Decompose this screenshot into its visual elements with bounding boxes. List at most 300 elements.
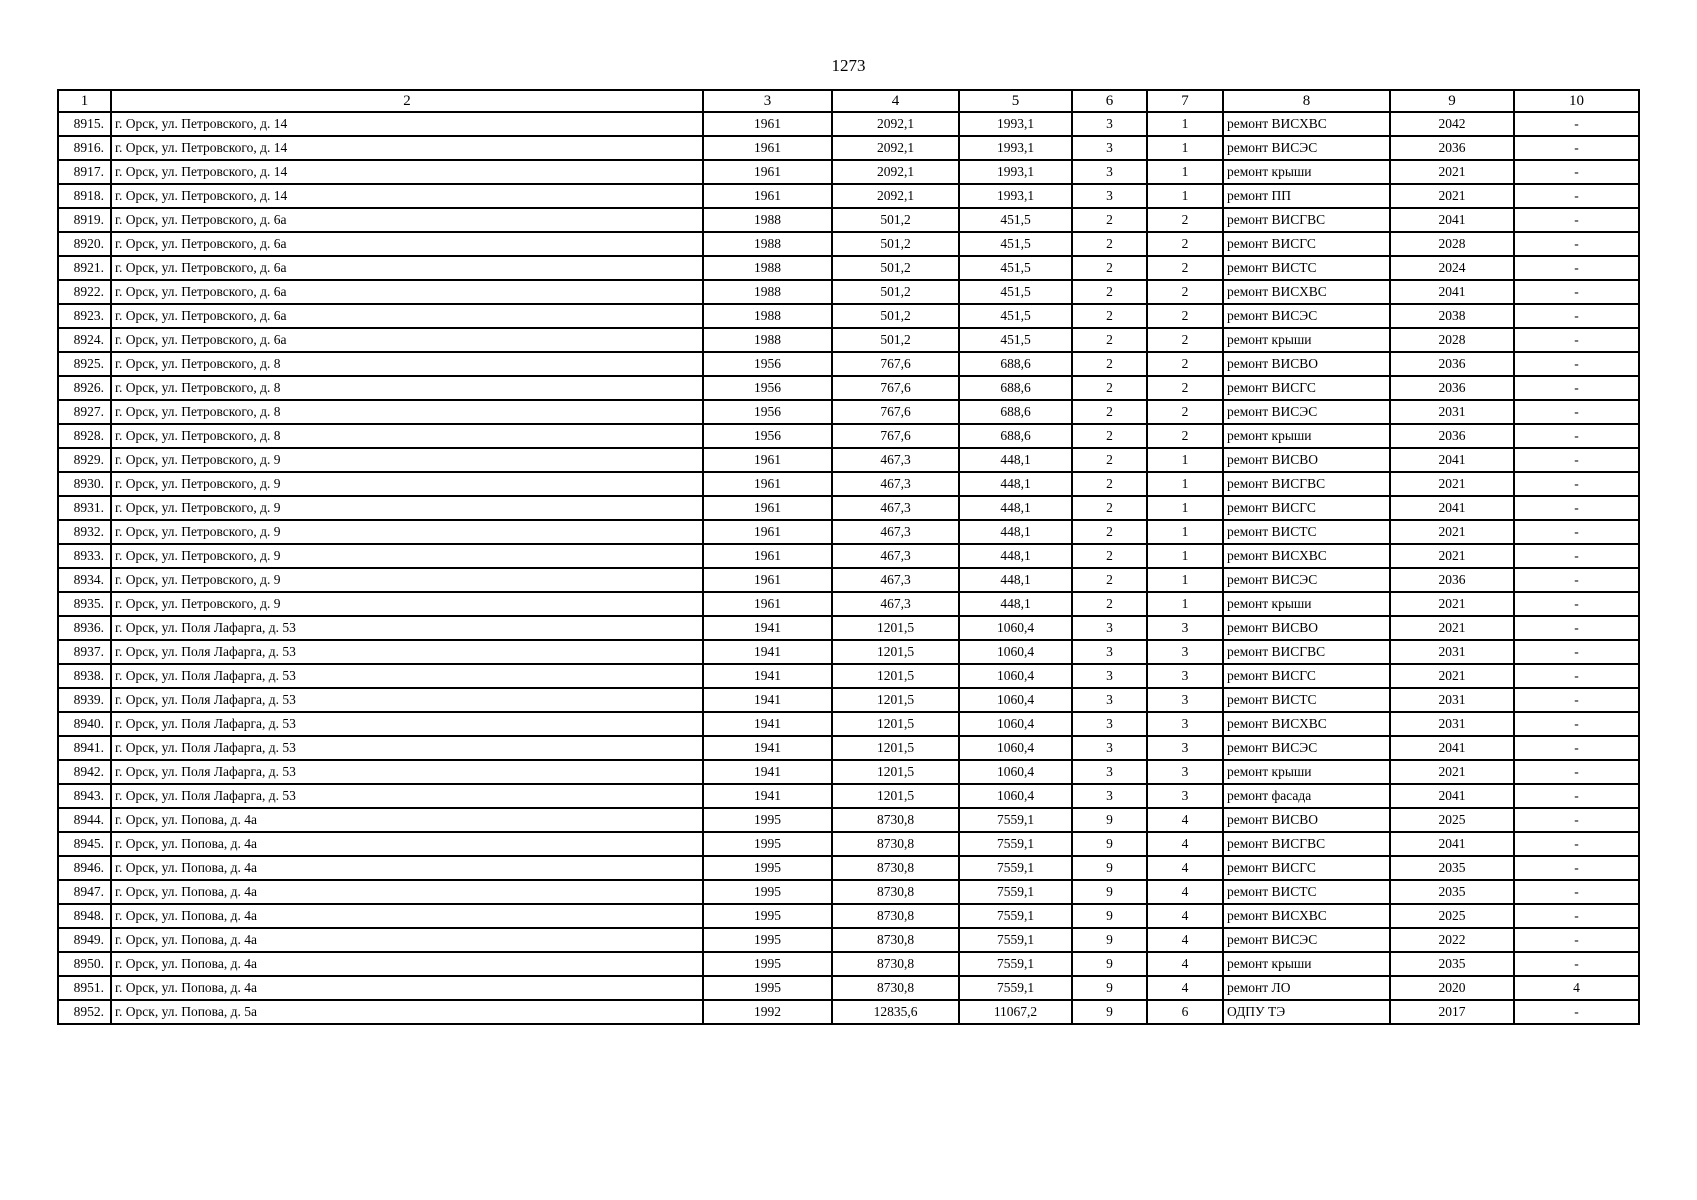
work-type-cell: ремонт ВИСТС [1223, 256, 1390, 280]
floors-cell: 2 [1072, 568, 1147, 592]
year-cell: 1941 [703, 784, 832, 808]
address-cell: г. Орск, ул. Петровского, д. 9 [111, 448, 703, 472]
table-row [58, 640, 1639, 664]
extra-cell: - [1514, 616, 1639, 640]
floors-cell: 3 [1072, 160, 1147, 184]
address-cell: г. Орск, ул. Поля Лафарга, д. 53 [111, 616, 703, 640]
extra-cell: - [1514, 472, 1639, 496]
address-cell: г. Орск, ул. Петровского, д. 9 [111, 568, 703, 592]
work-type-cell: ОДПУ ТЭ [1223, 1000, 1390, 1024]
work-type-cell: ремонт ВИСЭС [1223, 136, 1390, 160]
address-cell: г. Орск, ул. Петровского, д. 6а [111, 256, 703, 280]
living-area-cell: 1060,4 [959, 736, 1072, 760]
year-cell: 1961 [703, 112, 832, 136]
entrances-cell: 1 [1147, 472, 1223, 496]
year-cell: 1961 [703, 568, 832, 592]
row-number-cell: 8949. [58, 928, 111, 952]
planned-year-cell: 2031 [1390, 640, 1514, 664]
entrances-cell: 2 [1147, 352, 1223, 376]
year-cell: 1988 [703, 280, 832, 304]
table-body [58, 112, 1639, 1024]
floors-cell: 2 [1072, 256, 1147, 280]
work-type-cell: ремонт ВИСГС [1223, 664, 1390, 688]
year-cell: 1961 [703, 592, 832, 616]
table-row [58, 856, 1639, 880]
total-area-cell: 1201,5 [832, 736, 959, 760]
total-area-cell: 8730,8 [832, 928, 959, 952]
table-row [58, 760, 1639, 784]
planned-year-cell: 2031 [1390, 688, 1514, 712]
total-area-cell: 467,3 [832, 496, 959, 520]
year-cell: 1961 [703, 160, 832, 184]
extra-cell: - [1514, 496, 1639, 520]
work-type-cell: ремонт ПП [1223, 184, 1390, 208]
table-row [58, 808, 1639, 832]
address-cell: г. Орск, ул. Поля Лафарга, д. 53 [111, 688, 703, 712]
work-type-cell: ремонт крыши [1223, 592, 1390, 616]
planned-year-cell: 2021 [1390, 616, 1514, 640]
table-row [58, 424, 1639, 448]
entrances-cell: 4 [1147, 880, 1223, 904]
work-type-cell: ремонт ВИСЭС [1223, 736, 1390, 760]
table-row [58, 232, 1639, 256]
planned-year-cell: 2036 [1390, 352, 1514, 376]
work-type-cell: ремонт крыши [1223, 424, 1390, 448]
work-type-cell: ремонт ВИСТС [1223, 520, 1390, 544]
planned-year-cell: 2036 [1390, 568, 1514, 592]
living-area-cell: 1060,4 [959, 712, 1072, 736]
address-cell: г. Орск, ул. Петровского, д. 6а [111, 232, 703, 256]
floors-cell: 3 [1072, 784, 1147, 808]
work-type-cell: ремонт ВИСТС [1223, 688, 1390, 712]
living-area-cell: 451,5 [959, 304, 1072, 328]
row-number-cell: 8920. [58, 232, 111, 256]
work-type-cell: ремонт ВИСГС [1223, 232, 1390, 256]
total-area-cell: 1201,5 [832, 712, 959, 736]
row-number-cell: 8927. [58, 400, 111, 424]
living-area-cell: 1060,4 [959, 616, 1072, 640]
entrances-cell: 2 [1147, 208, 1223, 232]
living-area-cell: 7559,1 [959, 976, 1072, 1000]
address-cell: г. Орск, ул. Поля Лафарга, д. 53 [111, 664, 703, 688]
row-number-cell: 8943. [58, 784, 111, 808]
total-area-cell: 467,3 [832, 520, 959, 544]
address-cell: г. Орск, ул. Попова, д. 5а [111, 1000, 703, 1024]
planned-year-cell: 2041 [1390, 208, 1514, 232]
floors-cell: 3 [1072, 712, 1147, 736]
year-cell: 1956 [703, 400, 832, 424]
extra-cell: - [1514, 736, 1639, 760]
planned-year-cell: 2038 [1390, 304, 1514, 328]
floors-cell: 9 [1072, 832, 1147, 856]
year-cell: 1956 [703, 376, 832, 400]
header-row [58, 90, 1639, 112]
address-cell: г. Орск, ул. Петровского, д. 8 [111, 424, 703, 448]
entrances-cell: 4 [1147, 928, 1223, 952]
extra-cell: - [1514, 880, 1639, 904]
living-area-cell: 1060,4 [959, 784, 1072, 808]
row-number-cell: 8916. [58, 136, 111, 160]
entrances-cell: 4 [1147, 976, 1223, 1000]
column-header: 1 [58, 90, 111, 112]
living-area-cell: 451,5 [959, 232, 1072, 256]
floors-cell: 3 [1072, 664, 1147, 688]
entrances-cell: 3 [1147, 688, 1223, 712]
address-cell: г. Орск, ул. Петровского, д. 14 [111, 136, 703, 160]
work-type-cell: ремонт ВИСЭС [1223, 928, 1390, 952]
entrances-cell: 1 [1147, 568, 1223, 592]
row-number-cell: 8934. [58, 568, 111, 592]
total-area-cell: 467,3 [832, 592, 959, 616]
living-area-cell: 451,5 [959, 280, 1072, 304]
year-cell: 1961 [703, 544, 832, 568]
work-type-cell: ремонт ВИСВО [1223, 808, 1390, 832]
address-cell: г. Орск, ул. Петровского, д. 9 [111, 544, 703, 568]
total-area-cell: 2092,1 [832, 184, 959, 208]
row-number-cell: 8952. [58, 1000, 111, 1024]
total-area-cell: 1201,5 [832, 784, 959, 808]
row-number-cell: 8929. [58, 448, 111, 472]
living-area-cell: 1060,4 [959, 664, 1072, 688]
work-type-cell: ремонт ВИСВО [1223, 616, 1390, 640]
work-type-cell: ремонт крыши [1223, 952, 1390, 976]
entrances-cell: 1 [1147, 592, 1223, 616]
extra-cell: - [1514, 832, 1639, 856]
total-area-cell: 8730,8 [832, 856, 959, 880]
year-cell: 1941 [703, 712, 832, 736]
entrances-cell: 2 [1147, 424, 1223, 448]
extra-cell: - [1514, 424, 1639, 448]
total-area-cell: 767,6 [832, 424, 959, 448]
total-area-cell: 501,2 [832, 280, 959, 304]
table-row [58, 256, 1639, 280]
year-cell: 1995 [703, 976, 832, 1000]
entrances-cell: 6 [1147, 1000, 1223, 1024]
living-area-cell: 1993,1 [959, 112, 1072, 136]
table-row [58, 952, 1639, 976]
entrances-cell: 1 [1147, 496, 1223, 520]
table-row [58, 400, 1639, 424]
work-type-cell: ремонт ВИСЭС [1223, 400, 1390, 424]
table-row [58, 448, 1639, 472]
planned-year-cell: 2021 [1390, 520, 1514, 544]
row-number-cell: 8936. [58, 616, 111, 640]
floors-cell: 9 [1072, 1000, 1147, 1024]
living-area-cell: 1993,1 [959, 184, 1072, 208]
work-type-cell: ремонт ВИСГВС [1223, 472, 1390, 496]
total-area-cell: 8730,8 [832, 808, 959, 832]
living-area-cell: 448,1 [959, 520, 1072, 544]
table-row [58, 376, 1639, 400]
page-number: 1273 [831, 56, 866, 75]
planned-year-cell: 2028 [1390, 232, 1514, 256]
table-row [58, 208, 1639, 232]
floors-cell: 2 [1072, 304, 1147, 328]
address-cell: г. Орск, ул. Попова, д. 4а [111, 976, 703, 1000]
year-cell: 1988 [703, 208, 832, 232]
floors-cell: 2 [1072, 328, 1147, 352]
column-header: 2 [111, 90, 703, 112]
floors-cell: 3 [1072, 688, 1147, 712]
row-number-cell: 8931. [58, 496, 111, 520]
planned-year-cell: 2035 [1390, 880, 1514, 904]
row-number-cell: 8917. [58, 160, 111, 184]
work-type-cell: ремонт крыши [1223, 760, 1390, 784]
extra-cell: - [1514, 136, 1639, 160]
floors-cell: 2 [1072, 472, 1147, 496]
extra-cell: - [1514, 808, 1639, 832]
table-row [58, 592, 1639, 616]
total-area-cell: 467,3 [832, 472, 959, 496]
planned-year-cell: 2021 [1390, 544, 1514, 568]
year-cell: 1995 [703, 904, 832, 928]
floors-cell: 3 [1072, 616, 1147, 640]
table-row [58, 664, 1639, 688]
year-cell: 1956 [703, 424, 832, 448]
extra-cell: 4 [1514, 976, 1639, 1000]
living-area-cell: 1993,1 [959, 160, 1072, 184]
extra-cell: - [1514, 184, 1639, 208]
extra-cell: - [1514, 304, 1639, 328]
row-number-cell: 8945. [58, 832, 111, 856]
year-cell: 1941 [703, 760, 832, 784]
work-type-cell: ремонт ВИСГС [1223, 856, 1390, 880]
total-area-cell: 1201,5 [832, 664, 959, 688]
table-row [58, 904, 1639, 928]
row-number-cell: 8923. [58, 304, 111, 328]
address-cell: г. Орск, ул. Петровского, д. 6а [111, 328, 703, 352]
table-row [58, 136, 1639, 160]
floors-cell: 2 [1072, 592, 1147, 616]
row-number-cell: 8937. [58, 640, 111, 664]
row-number-cell: 8948. [58, 904, 111, 928]
extra-cell: - [1514, 928, 1639, 952]
address-cell: г. Орск, ул. Поля Лафарга, д. 53 [111, 736, 703, 760]
total-area-cell: 8730,8 [832, 904, 959, 928]
column-header: 7 [1147, 90, 1223, 112]
entrances-cell: 2 [1147, 232, 1223, 256]
year-cell: 1956 [703, 352, 832, 376]
table-row [58, 784, 1639, 808]
floors-cell: 2 [1072, 376, 1147, 400]
floors-cell: 2 [1072, 424, 1147, 448]
work-type-cell: ремонт ВИСХВС [1223, 904, 1390, 928]
row-number-cell: 8933. [58, 544, 111, 568]
year-cell: 1988 [703, 232, 832, 256]
planned-year-cell: 2041 [1390, 736, 1514, 760]
total-area-cell: 8730,8 [832, 880, 959, 904]
work-type-cell: ремонт ВИСВО [1223, 448, 1390, 472]
row-number-cell: 8950. [58, 952, 111, 976]
living-area-cell: 7559,1 [959, 880, 1072, 904]
planned-year-cell: 2041 [1390, 496, 1514, 520]
total-area-cell: 467,3 [832, 544, 959, 568]
entrances-cell: 4 [1147, 904, 1223, 928]
year-cell: 1961 [703, 472, 832, 496]
entrances-cell: 3 [1147, 640, 1223, 664]
living-area-cell: 451,5 [959, 328, 1072, 352]
year-cell: 1992 [703, 1000, 832, 1024]
address-cell: г. Орск, ул. Петровского, д. 6а [111, 208, 703, 232]
address-cell: г. Орск, ул. Петровского, д. 14 [111, 112, 703, 136]
living-area-cell: 1060,4 [959, 640, 1072, 664]
planned-year-cell: 2020 [1390, 976, 1514, 1000]
extra-cell: - [1514, 664, 1639, 688]
table-row [58, 928, 1639, 952]
living-area-cell: 688,6 [959, 424, 1072, 448]
year-cell: 1941 [703, 640, 832, 664]
work-type-cell: ремонт ВИСТС [1223, 880, 1390, 904]
extra-cell: - [1514, 784, 1639, 808]
address-cell: г. Орск, ул. Петровского, д. 14 [111, 160, 703, 184]
total-area-cell: 501,2 [832, 232, 959, 256]
year-cell: 1941 [703, 736, 832, 760]
total-area-cell: 767,6 [832, 376, 959, 400]
extra-cell: - [1514, 520, 1639, 544]
planned-year-cell: 2022 [1390, 928, 1514, 952]
floors-cell: 9 [1072, 952, 1147, 976]
work-type-cell: ремонт ВИСГВС [1223, 640, 1390, 664]
extra-cell: - [1514, 400, 1639, 424]
living-area-cell: 448,1 [959, 568, 1072, 592]
planned-year-cell: 2031 [1390, 400, 1514, 424]
extra-cell: - [1514, 1000, 1639, 1024]
work-type-cell: ремонт ВИСХВС [1223, 112, 1390, 136]
address-cell: г. Орск, ул. Попова, д. 4а [111, 952, 703, 976]
total-area-cell: 12835,6 [832, 1000, 959, 1024]
row-number-cell: 8942. [58, 760, 111, 784]
floors-cell: 2 [1072, 544, 1147, 568]
floors-cell: 9 [1072, 928, 1147, 952]
entrances-cell: 4 [1147, 832, 1223, 856]
living-area-cell: 7559,1 [959, 832, 1072, 856]
entrances-cell: 2 [1147, 328, 1223, 352]
planned-year-cell: 2031 [1390, 712, 1514, 736]
row-number-cell: 8915. [58, 112, 111, 136]
year-cell: 1961 [703, 184, 832, 208]
row-number-cell: 8922. [58, 280, 111, 304]
planned-year-cell: 2025 [1390, 808, 1514, 832]
living-area-cell: 7559,1 [959, 808, 1072, 832]
floors-cell: 9 [1072, 904, 1147, 928]
extra-cell: - [1514, 232, 1639, 256]
address-cell: г. Орск, ул. Петровского, д. 8 [111, 400, 703, 424]
table-row [58, 304, 1639, 328]
year-cell: 1961 [703, 496, 832, 520]
living-area-cell: 451,5 [959, 208, 1072, 232]
floors-cell: 2 [1072, 208, 1147, 232]
work-type-cell: ремонт крыши [1223, 328, 1390, 352]
column-header: 6 [1072, 90, 1147, 112]
year-cell: 1961 [703, 520, 832, 544]
table-row [58, 880, 1639, 904]
year-cell: 1988 [703, 256, 832, 280]
address-cell: г. Орск, ул. Попова, д. 4а [111, 856, 703, 880]
extra-cell: - [1514, 544, 1639, 568]
entrances-cell: 4 [1147, 856, 1223, 880]
living-area-cell: 7559,1 [959, 904, 1072, 928]
entrances-cell: 1 [1147, 136, 1223, 160]
row-number-cell: 8935. [58, 592, 111, 616]
row-number-cell: 8932. [58, 520, 111, 544]
floors-cell: 3 [1072, 136, 1147, 160]
entrances-cell: 1 [1147, 184, 1223, 208]
total-area-cell: 2092,1 [832, 160, 959, 184]
table-row [58, 1000, 1639, 1024]
extra-cell: - [1514, 160, 1639, 184]
planned-year-cell: 2028 [1390, 328, 1514, 352]
floors-cell: 2 [1072, 352, 1147, 376]
planned-year-cell: 2041 [1390, 280, 1514, 304]
planned-year-cell: 2021 [1390, 160, 1514, 184]
extra-cell: - [1514, 856, 1639, 880]
work-type-cell: ремонт ВИСГС [1223, 496, 1390, 520]
planned-year-cell: 2036 [1390, 424, 1514, 448]
planned-year-cell: 2021 [1390, 592, 1514, 616]
extra-cell: - [1514, 376, 1639, 400]
total-area-cell: 8730,8 [832, 952, 959, 976]
living-area-cell: 688,6 [959, 352, 1072, 376]
entrances-cell: 2 [1147, 256, 1223, 280]
entrances-cell: 3 [1147, 784, 1223, 808]
total-area-cell: 1201,5 [832, 760, 959, 784]
address-cell: г. Орск, ул. Петровского, д. 9 [111, 520, 703, 544]
work-type-cell: ремонт ВИСГВС [1223, 208, 1390, 232]
work-type-cell: ремонт ВИСГС [1223, 376, 1390, 400]
living-area-cell: 688,6 [959, 376, 1072, 400]
row-number-cell: 8946. [58, 856, 111, 880]
planned-year-cell: 2042 [1390, 112, 1514, 136]
work-type-cell: ремонт ВИСГВС [1223, 832, 1390, 856]
planned-year-cell: 2021 [1390, 472, 1514, 496]
row-number-cell: 8924. [58, 328, 111, 352]
living-area-cell: 7559,1 [959, 928, 1072, 952]
table-row [58, 688, 1639, 712]
living-area-cell: 7559,1 [959, 856, 1072, 880]
planned-year-cell: 2021 [1390, 184, 1514, 208]
planned-year-cell: 2017 [1390, 1000, 1514, 1024]
address-cell: г. Орск, ул. Петровского, д. 9 [111, 472, 703, 496]
planned-year-cell: 2035 [1390, 952, 1514, 976]
total-area-cell: 767,6 [832, 400, 959, 424]
planned-year-cell: 2021 [1390, 760, 1514, 784]
register-table [57, 89, 1640, 1025]
column-header: 8 [1223, 90, 1390, 112]
entrances-cell: 2 [1147, 304, 1223, 328]
table-row [58, 160, 1639, 184]
address-cell: г. Орск, ул. Попова, д. 4а [111, 808, 703, 832]
address-cell: г. Орск, ул. Петровского, д. 9 [111, 592, 703, 616]
row-number-cell: 8930. [58, 472, 111, 496]
extra-cell: - [1514, 352, 1639, 376]
total-area-cell: 467,3 [832, 568, 959, 592]
year-cell: 1995 [703, 880, 832, 904]
entrances-cell: 1 [1147, 520, 1223, 544]
total-area-cell: 8730,8 [832, 976, 959, 1000]
entrances-cell: 3 [1147, 616, 1223, 640]
year-cell: 1995 [703, 856, 832, 880]
planned-year-cell: 2036 [1390, 376, 1514, 400]
living-area-cell: 451,5 [959, 256, 1072, 280]
entrances-cell: 2 [1147, 400, 1223, 424]
column-header: 3 [703, 90, 832, 112]
table-row [58, 496, 1639, 520]
row-number-cell: 8947. [58, 880, 111, 904]
entrances-cell: 4 [1147, 808, 1223, 832]
address-cell: г. Орск, ул. Петровского, д. 8 [111, 376, 703, 400]
extra-cell: - [1514, 952, 1639, 976]
living-area-cell: 448,1 [959, 544, 1072, 568]
